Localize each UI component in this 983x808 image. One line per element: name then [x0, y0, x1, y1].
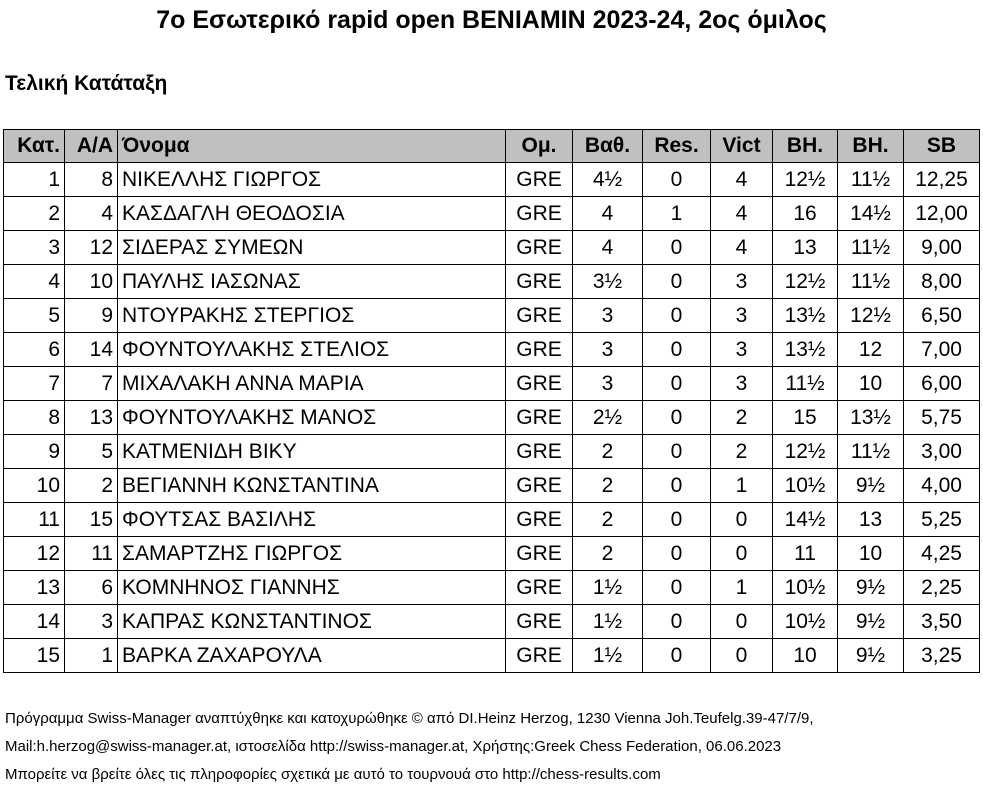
- cell-fed: GRE: [506, 367, 573, 401]
- cell-start-no: 6: [65, 571, 118, 605]
- cell-name: ΝΤΟΥΡΑΚΗΣ ΣΤΕΡΓΙΟΣ: [118, 299, 506, 333]
- cell-bh1: 13½: [773, 333, 838, 367]
- cell-rank: 4: [4, 265, 65, 299]
- cell-sb: 7,00: [904, 333, 980, 367]
- cell-res: 0: [643, 639, 711, 673]
- cell-start-no: 14: [65, 333, 118, 367]
- cell-vict: 4: [711, 163, 773, 197]
- cell-bh2: 14½: [838, 197, 904, 231]
- cell-start-no: 5: [65, 435, 118, 469]
- cell-res: 0: [643, 299, 711, 333]
- cell-name: ΣΑΜΑΡΤΖΗΣ ΓΙΩΡΓΟΣ: [118, 537, 506, 571]
- cell-sb: 12,00: [904, 197, 980, 231]
- cell-points: 2: [573, 435, 643, 469]
- col-header-fed: Ομ.: [506, 130, 573, 163]
- cell-bh2: 10: [838, 367, 904, 401]
- cell-vict: 0: [711, 605, 773, 639]
- cell-bh2: 12½: [838, 299, 904, 333]
- cell-name: ΝΙΚΕΛΛΗΣ ΓΙΩΡΓΟΣ: [118, 163, 506, 197]
- cell-fed: GRE: [506, 503, 573, 537]
- col-header-vict: Vict: [711, 130, 773, 163]
- table-row: [4, 265, 980, 299]
- cell-bh2: 11½: [838, 163, 904, 197]
- cell-sb: 3,00: [904, 435, 980, 469]
- cell-bh2: 9½: [838, 605, 904, 639]
- table-row: [4, 435, 980, 469]
- cell-bh1: 11½: [773, 367, 838, 401]
- cell-name: ΚΑΣΔΑΓΛΗ ΘΕΟΔΟΣΙΑ: [118, 197, 506, 231]
- cell-fed: GRE: [506, 231, 573, 265]
- cell-fed: GRE: [506, 469, 573, 503]
- cell-res: 0: [643, 435, 711, 469]
- cell-name: ΚΑΠΡΑΣ ΚΩΝΣΤΑΝΤΙΝΟΣ: [118, 605, 506, 639]
- cell-name: ΚΟΜΝΗΝΟΣ ΓΙΑΝΝΗΣ: [118, 571, 506, 605]
- cell-sb: 6,50: [904, 299, 980, 333]
- cell-rank: 9: [4, 435, 65, 469]
- table-row: [4, 299, 980, 333]
- cell-bh1: 11: [773, 537, 838, 571]
- cell-res: 0: [643, 367, 711, 401]
- cell-points: 4½: [573, 163, 643, 197]
- col-header-bh2: BH.: [838, 130, 904, 163]
- cell-points: 3½: [573, 265, 643, 299]
- cell-name: ΣΙΔΕΡΑΣ ΣΥΜΕΩΝ: [118, 231, 506, 265]
- cell-bh2: 10: [838, 537, 904, 571]
- cell-vict: 3: [711, 367, 773, 401]
- col-header-points: Βαθ.: [573, 130, 643, 163]
- cell-res: 0: [643, 333, 711, 367]
- cell-bh1: 10½: [773, 469, 838, 503]
- table-header-row: [4, 130, 980, 163]
- cell-points: 3: [573, 333, 643, 367]
- section-title: Τελική Κατάταξη: [5, 72, 168, 95]
- cell-start-no: 10: [65, 265, 118, 299]
- cell-res: 0: [643, 265, 711, 299]
- standings-table: [3, 129, 980, 673]
- cell-fed: GRE: [506, 197, 573, 231]
- cell-sb: 2,25: [904, 571, 980, 605]
- cell-bh2: 9½: [838, 639, 904, 673]
- cell-start-no: 11: [65, 537, 118, 571]
- cell-name: ΚΑΤΜΕΝΙΔΗ ΒΙΚΥ: [118, 435, 506, 469]
- cell-vict: 3: [711, 333, 773, 367]
- cell-points: 1½: [573, 605, 643, 639]
- cell-fed: GRE: [506, 163, 573, 197]
- cell-points: 3: [573, 367, 643, 401]
- cell-res: 0: [643, 571, 711, 605]
- cell-sb: 3,25: [904, 639, 980, 673]
- cell-rank: 7: [4, 367, 65, 401]
- cell-sb: 9,00: [904, 231, 980, 265]
- cell-bh1: 13: [773, 231, 838, 265]
- footer-link: Μπορείτε να βρείτε όλες τις πληροφορίες σχετικά με αυτό το τουρνουά στο http://chess-results.com: [5, 766, 661, 783]
- cell-bh1: 13½: [773, 299, 838, 333]
- table-row: [4, 197, 980, 231]
- cell-res: 0: [643, 537, 711, 571]
- cell-name: ΦΟΥΤΣΑΣ ΒΑΣΙΛΗΣ: [118, 503, 506, 537]
- table-row: [4, 469, 980, 503]
- cell-vict: 0: [711, 537, 773, 571]
- cell-vict: 3: [711, 265, 773, 299]
- cell-rank: 1: [4, 163, 65, 197]
- cell-start-no: 9: [65, 299, 118, 333]
- col-header-start-no: Α/Α: [65, 130, 118, 163]
- cell-start-no: 15: [65, 503, 118, 537]
- cell-start-no: 7: [65, 367, 118, 401]
- cell-sb: 6,00: [904, 367, 980, 401]
- cell-name: ΜΙΧΑΛΑΚΗ ΑΝΝΑ ΜΑΡΙΑ: [118, 367, 506, 401]
- cell-bh2: 9½: [838, 571, 904, 605]
- cell-sb: 4,00: [904, 469, 980, 503]
- cell-rank: 13: [4, 571, 65, 605]
- cell-points: 3: [573, 299, 643, 333]
- cell-bh1: 12½: [773, 265, 838, 299]
- cell-start-no: 13: [65, 401, 118, 435]
- footer-credits: Πρόγραμμα Swiss-Manager αναπτύχθηκε και κατοχυρώθηκε © από DI.Heinz Herzog, 1230 Vienna Joh.Teufelg.39-47/7/9,: [5, 710, 814, 727]
- cell-name: ΒΕΓΙΑΝΝΗ ΚΩΝΣΤΑΝΤΙΝΑ: [118, 469, 506, 503]
- cell-points: 2: [573, 469, 643, 503]
- cell-rank: 14: [4, 605, 65, 639]
- table-row: [4, 537, 980, 571]
- cell-bh1: 14½: [773, 503, 838, 537]
- cell-start-no: 12: [65, 231, 118, 265]
- col-header-name: Όνομα: [118, 130, 506, 163]
- cell-vict: 3: [711, 299, 773, 333]
- cell-fed: GRE: [506, 537, 573, 571]
- cell-bh2: 9½: [838, 469, 904, 503]
- cell-fed: GRE: [506, 435, 573, 469]
- cell-fed: GRE: [506, 265, 573, 299]
- cell-points: 1½: [573, 639, 643, 673]
- cell-vict: 1: [711, 571, 773, 605]
- table-row: [4, 231, 980, 265]
- cell-bh2: 11½: [838, 265, 904, 299]
- cell-sb: 12,25: [904, 163, 980, 197]
- col-header-rank: Κατ.: [4, 130, 65, 163]
- cell-bh2: 12: [838, 333, 904, 367]
- cell-bh1: 10½: [773, 605, 838, 639]
- cell-rank: 15: [4, 639, 65, 673]
- cell-vict: 0: [711, 503, 773, 537]
- cell-bh2: 11½: [838, 231, 904, 265]
- cell-rank: 11: [4, 503, 65, 537]
- cell-res: 0: [643, 469, 711, 503]
- cell-bh1: 10½: [773, 571, 838, 605]
- cell-vict: 1: [711, 469, 773, 503]
- table-row: [4, 639, 980, 673]
- cell-vict: 2: [711, 401, 773, 435]
- cell-rank: 6: [4, 333, 65, 367]
- col-header-sb: SB: [904, 130, 980, 163]
- cell-sb: 5,25: [904, 503, 980, 537]
- cell-rank: 8: [4, 401, 65, 435]
- cell-rank: 2: [4, 197, 65, 231]
- cell-res: 0: [643, 503, 711, 537]
- cell-fed: GRE: [506, 299, 573, 333]
- cell-points: 2: [573, 503, 643, 537]
- col-header-res: Res.: [643, 130, 711, 163]
- table-row: [4, 571, 980, 605]
- cell-name: ΦΟΥΝΤΟΥΛΑΚΗΣ ΜΑΝΟΣ: [118, 401, 506, 435]
- cell-vict: 2: [711, 435, 773, 469]
- cell-start-no: 4: [65, 197, 118, 231]
- table-row: [4, 401, 980, 435]
- cell-points: 4: [573, 197, 643, 231]
- table-row: [4, 333, 980, 367]
- cell-points: 2½: [573, 401, 643, 435]
- cell-bh2: 13: [838, 503, 904, 537]
- cell-vict: 0: [711, 639, 773, 673]
- footer-contact: Mail:h.herzog@swiss-manager.at, ιστοσελίδα http://swiss-manager.at, Χρήστης:Greek Chess Federation, 06.06.2023: [5, 738, 782, 755]
- cell-res: 0: [643, 163, 711, 197]
- cell-vict: 4: [711, 197, 773, 231]
- table-row: [4, 605, 980, 639]
- cell-sb: 8,00: [904, 265, 980, 299]
- cell-bh1: 12½: [773, 435, 838, 469]
- cell-fed: GRE: [506, 639, 573, 673]
- cell-sb: 5,75: [904, 401, 980, 435]
- cell-bh1: 16: [773, 197, 838, 231]
- table-row: [4, 503, 980, 537]
- col-header-bh1: BH.: [773, 130, 838, 163]
- cell-rank: 10: [4, 469, 65, 503]
- table-row: [4, 163, 980, 197]
- cell-bh1: 10: [773, 639, 838, 673]
- page-title: 7ο Εσωτερικό rapid open BENIAMIN 2023-24, 2ος όμιλος: [156, 6, 827, 34]
- cell-points: 2: [573, 537, 643, 571]
- cell-rank: 3: [4, 231, 65, 265]
- cell-points: 1½: [573, 571, 643, 605]
- cell-fed: GRE: [506, 333, 573, 367]
- cell-fed: GRE: [506, 571, 573, 605]
- cell-points: 4: [573, 231, 643, 265]
- cell-res: 0: [643, 231, 711, 265]
- cell-start-no: 8: [65, 163, 118, 197]
- cell-fed: GRE: [506, 401, 573, 435]
- cell-res: 0: [643, 605, 711, 639]
- cell-rank: 5: [4, 299, 65, 333]
- cell-name: ΦΟΥΝΤΟΥΛΑΚΗΣ ΣΤΕΛΙΟΣ: [118, 333, 506, 367]
- cell-name: ΠΑΥΛΗΣ ΙΑΣΩΝΑΣ: [118, 265, 506, 299]
- cell-start-no: 3: [65, 605, 118, 639]
- cell-fed: GRE: [506, 605, 573, 639]
- cell-res: 1: [643, 197, 711, 231]
- cell-res: 0: [643, 401, 711, 435]
- cell-sb: 4,25: [904, 537, 980, 571]
- cell-bh2: 13½: [838, 401, 904, 435]
- cell-start-no: 2: [65, 469, 118, 503]
- cell-name: ΒΑΡΚΑ ΖΑΧΑΡΟΥΛΑ: [118, 639, 506, 673]
- cell-start-no: 1: [65, 639, 118, 673]
- cell-vict: 4: [711, 231, 773, 265]
- table-row: [4, 367, 980, 401]
- cell-sb: 3,50: [904, 605, 980, 639]
- cell-bh1: 15: [773, 401, 838, 435]
- cell-bh1: 12½: [773, 163, 838, 197]
- cell-bh2: 11½: [838, 435, 904, 469]
- cell-rank: 12: [4, 537, 65, 571]
